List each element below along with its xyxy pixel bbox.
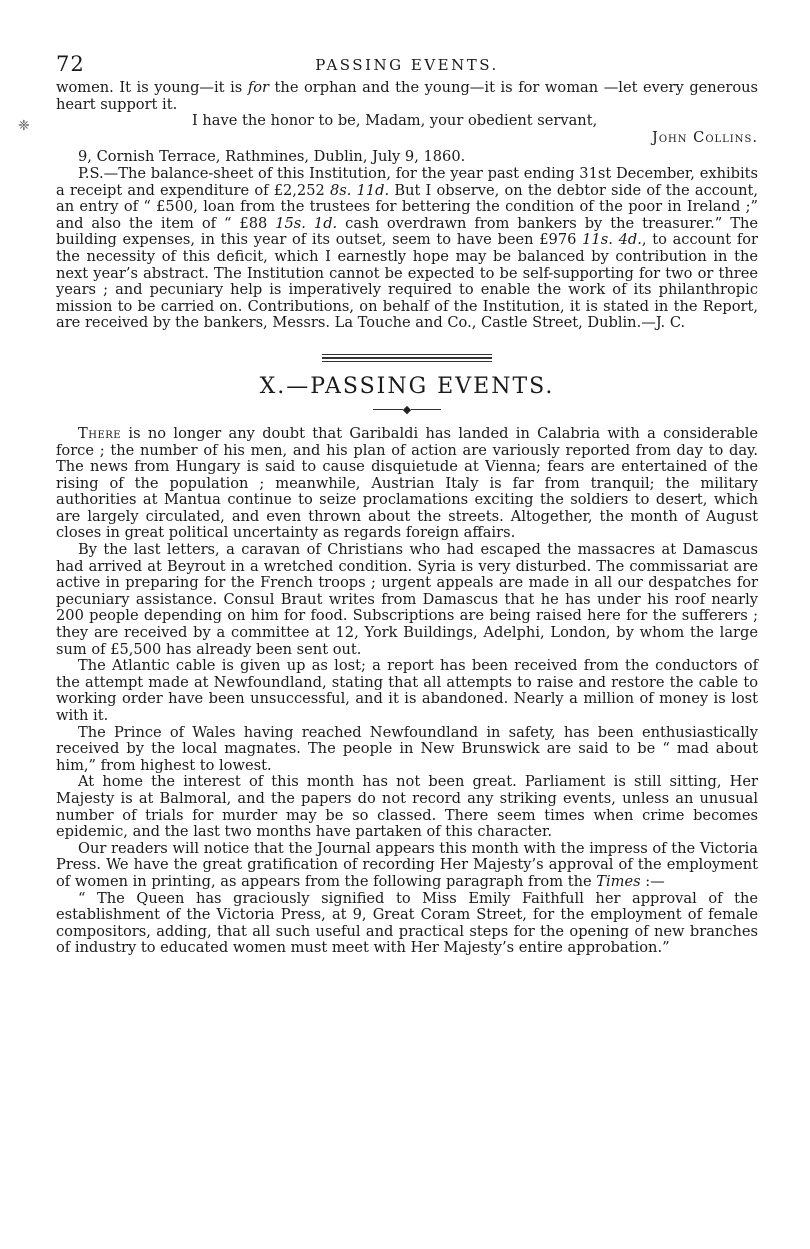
letter-italic: for [247, 79, 269, 96]
ps-italic: 8s. [329, 181, 352, 199]
events-paragraph: The Prince of Wales having reached Newfoundland in safety, has been enthusiastically received by the local magnates. The people in New Brunswick are said to be “ mad about him,” from highest to lowest. [56, 723, 758, 774]
diamond-icon: ◆ [402, 402, 412, 416]
events-paragraph: The Atlantic cable is given up as lost; a report has been received from the conductors of the attempt made at Newfoundland, stating that all attempts to raise and restore the cable to working order have been unsuccessful, and it is abandoned. Nearly a million of money is lost with it. [56, 657, 758, 724]
events-text: is no longer any doubt that Garibaldi has landed in Calabria with a considerable force ; the number of his men, and his plan of action are variously reported from day to day. The news from Hungary is said to cause disquietude at Vienna; fears are entertained of the rising of the population ; meanwhile, Austrian Italy is far from tranquil; the military authorities at Mantua continue to seize proclamations exciting the soldiers to desert, which are largely circulated, and even thrown about the streets. Altogether, the month of August closes in great political uncertainty as regards foreign affairs. [56, 424, 758, 542]
events-text: :— [640, 872, 665, 890]
letter-signature: John Collins. [652, 128, 758, 146]
events-paragraph [56, 426, 758, 542]
ps-italic: 11d. [356, 181, 390, 199]
postscript [56, 166, 758, 332]
times-italic: Times [596, 872, 641, 890]
quotation-paragraph: “ The Queen has graciously signified to Miss Emily Faithfull her approval of the establishment of the Victoria Press, at 9, Great Coram Street, for the employment of female compositors, adding, that all such useful and practical steps for the opening of new branches of industry to educated women must meet with Her Majesty’s entire approbation.” [56, 889, 758, 957]
page-number: 72 [56, 52, 85, 76]
ps-text: cash overdrawn from bankers by the treasurer.” The building expenses, in this year of its outset, seem to have been £976 [56, 214, 758, 249]
ps-text [306, 215, 314, 232]
running-head [56, 52, 758, 80]
section-ornament [56, 403, 758, 416]
ps-text: But I observe, on the debtor side of the account, an entry of “ £500, loan from the trustees for bettering the condition of the poor in Ireland ;” and also the item of “ £88 [56, 181, 758, 232]
events-paragraph [56, 841, 758, 891]
section-divider [322, 354, 492, 362]
ps-text: , to account for the necessity of this deficit, which I earnestly hope may be balanced by contribution in the next year’s abstract. The Institution cannot be expected to be self-supporting for two or three years ; and pecuniary help is imperatively required to enable the work of its philanthropic mission to be carried on. Contributions, on behalf of the Institution, it is stated in the Report, are received by the bankers, Messrs. La Touche and Co., Castle Street, Dublin.—J. C. [56, 231, 758, 332]
running-title: PASSING EVENTS. [315, 56, 499, 74]
letter-paragraph [56, 80, 758, 113]
events-text: Our readers will notice that the Journal appears this month with the impress of the Victoria Press. We have the great gratification of recording Her Majesty’s approval of the employment of women in printing, as appears from the following paragraph from the [56, 839, 758, 890]
ps-italic: 1d. [313, 214, 338, 232]
letter-text: the orphan and the young—it is for woman —let every generous heart support it. [56, 79, 758, 113]
ps-italic: 4d. [618, 231, 642, 249]
events-paragraph: By the last letters, a caravan of Christians who had escaped the massacres at Damascus had arrived at Beyrout in a wretched condition. Syria is very disturbed. The commissariat are active in preparing for the French troops ; urgent appeals are made in all our despatches for pecuniary assistance. Consul Braut writes from Damascus that he has under his roof nearly 200 people depending on him for food. Subscriptions are being raised here for the sufferers ; they are received by a committee at 12, York Buildings, Adelphi, London, by whom the large sum of £5,500 has already been sent out. [56, 541, 758, 658]
ps-text: P.S.—The balance-sheet of this Institution, for the year past ending 31st December, exhibits a receipt and expenditure of £2,252 [56, 164, 758, 199]
events-paragraph: At home the interest of this month has not been great. Parliament is still sitting, Her Majesty is at Balmoral, and the papers do not record any striking events, unless an unusual number of trials for murder may be so classed. There seem times when crime becomes epidemic, and the last two months have partaken of this character. [56, 773, 758, 841]
drop-lead: There [78, 424, 122, 442]
page [56, 52, 758, 957]
ps-italic: 11s. [582, 231, 613, 249]
section-title: X.—PASSING EVENTS. [259, 373, 555, 399]
ps-italic: 15s. [275, 214, 306, 232]
letter-closing: I have the honor to be, Madam, your obedient servant, [192, 112, 598, 130]
letter-address: 9, Cornish Terrace, Rathmines, Dublin, July 9, 1860. [78, 148, 466, 166]
margin-ornament: ❈ [18, 118, 30, 134]
letter-text: women. It is young—it is [56, 79, 248, 96]
